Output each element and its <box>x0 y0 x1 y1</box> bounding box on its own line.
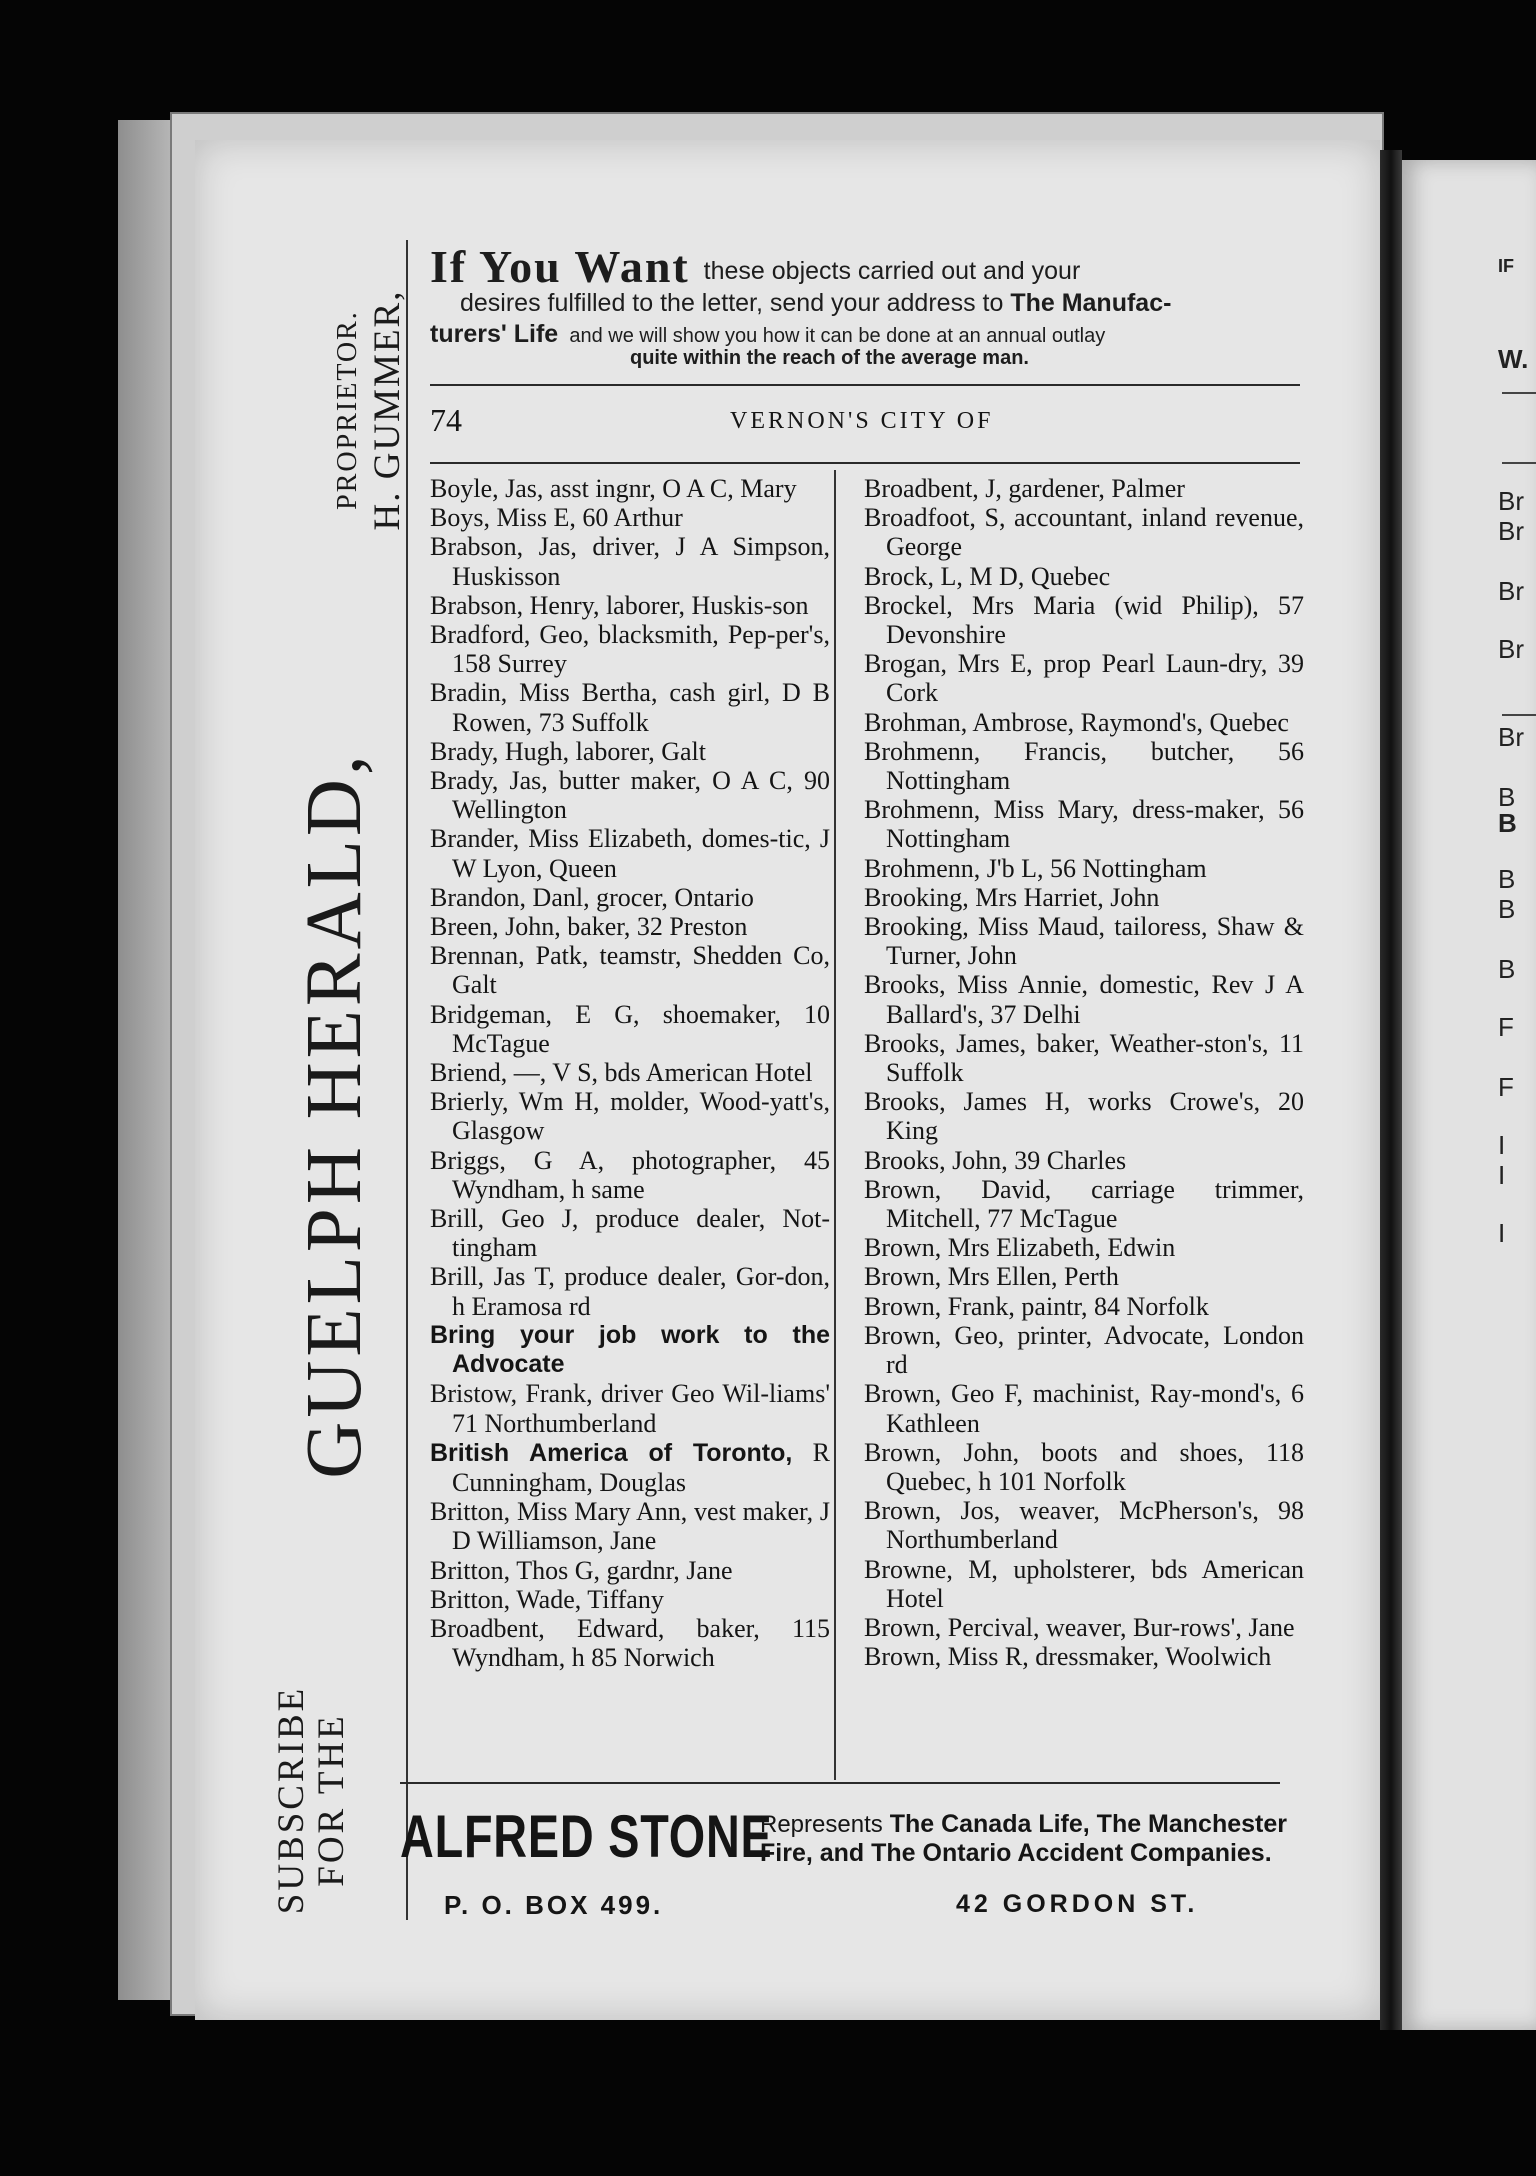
facing-line: W. <box>1498 344 1529 374</box>
directory-entry: Brown, Geo F, machinist, Ray-mond's, 6 Kathleen <box>864 1379 1304 1438</box>
directory-entry: Brogan, Mrs E, prop Pearl Laun-dry, 39 Cork <box>864 649 1304 708</box>
directory-entry: Brooks, John, 39 Charles <box>864 1145 1127 1175</box>
top-ad-line: quite within the reach of the average man. <box>630 347 1029 369</box>
directory-entry: Brown, Geo, printer, Advocate, London rd <box>864 1320 1304 1380</box>
bottom-ad-represents-word: Represents <box>760 1811 883 1838</box>
running-head: VERNON'S CITY OF <box>730 408 994 434</box>
header-rule <box>430 462 1300 464</box>
top-ad-text: these objects carried out and your <box>703 257 1081 285</box>
directory-entry: Brandon, Danl, grocer, Ontario <box>430 882 754 912</box>
column-divider <box>834 470 836 1780</box>
directory-column-right <box>864 474 1304 1671</box>
facing-line: IF <box>1498 256 1514 276</box>
directory-entry-bold-name: British America of Toronto, <box>430 1438 793 1467</box>
directory-entry: Brooking, Mrs Harriet, John <box>864 882 1160 912</box>
directory-entry: Brock, L, M D, Quebec <box>864 561 1111 591</box>
side-ad-proprietor-name: H. GUMMER, <box>367 289 408 531</box>
directory-column-left <box>430 474 830 1672</box>
top-ad-line <box>430 289 1300 318</box>
directory-entry: Brown, John, boots and shoes, 118 Quebec, h 101 Norfolk <box>864 1437 1304 1496</box>
directory-entry: Brohmenn, J'b L, 56 Nottingham <box>864 853 1207 883</box>
directory-entry: Brill, Geo J, produce dealer, Not-tingham <box>430 1204 830 1263</box>
facing-line: B <box>1498 864 1516 894</box>
directory-entry: Briend, —, V S, bds American Hotel <box>430 1058 813 1088</box>
directory-entry: Browne, M, upholsterer, bds American Hotel <box>864 1554 1304 1613</box>
facing-rule <box>1502 392 1536 394</box>
directory-entry: Brown, Miss R, dressmaker, Woolwich <box>864 1642 1272 1672</box>
directory-entry: Brohmenn, Francis, butcher, 56 Nottingham <box>864 736 1304 796</box>
directory-entry: Brown, Jos, weaver, McPherson's, 98 Northumberland <box>864 1496 1304 1555</box>
directory-entry: Brierly, Wm H, molder, Wood-yatt's, Glasgow <box>430 1087 830 1146</box>
directory-entry: Brabson, Henry, laborer, Huskis-son <box>430 590 809 620</box>
footer-rule <box>400 1782 1280 1784</box>
directory-entry: Brown, Mrs Ellen, Perth <box>864 1262 1119 1292</box>
facing-line: Br <box>1498 576 1524 606</box>
directory-entry: Brander, Miss Elizabeth, domes-tic, J W Lyon, Queen <box>430 824 830 883</box>
facing-line: B <box>1498 894 1516 924</box>
directory-entry: Brady, Hugh, laborer, Galt <box>430 736 706 766</box>
directory-entry: Bridgeman, E G, shoemaker, 10 McTague <box>430 999 830 1058</box>
directory-entry: Brohmenn, Miss Mary, dress-maker, 56 Nottingham <box>864 795 1304 854</box>
directory-entry: Brown, Percival, weaver, Bur-rows', Jane <box>864 1612 1295 1642</box>
directory-entry: Brown, Frank, paintr, 84 Norfolk <box>864 1291 1209 1321</box>
top-ad-text: and we will show you how it can be done at an annual outlay <box>569 325 1106 347</box>
directory-entry: Broadbent, Edward, baker, 115 Wyndham, h 85 Norwich <box>430 1613 830 1673</box>
facing-line: I <box>1498 1130 1506 1160</box>
side-ad-title: GUELPH HERALD, <box>291 751 378 1479</box>
directory-ad-entry: Bring your job work to the Advocate <box>430 1320 830 1379</box>
directory-entry: Briggs, G A, photographer, 45 Wyndham, h same <box>430 1145 830 1204</box>
directory-entry: Breen, John, baker, 32 Preston <box>430 912 748 942</box>
bottom-ad-name: ALFRED STONE <box>400 1803 773 1870</box>
directory-entry: Brabson, Jas, driver, J A Simpson, Huskisson <box>430 532 830 591</box>
side-ad-proprietor <box>328 290 408 531</box>
top-ad-text: desires fulfilled to the letter, send your address to <box>460 289 1011 317</box>
top-ad-headline: If You Want <box>430 241 690 292</box>
directory-entry: Brooks, James, baker, Weather-ston's, 11 Suffolk <box>864 1028 1304 1088</box>
directory-entry: Broadbent, J, gardener, Palmer <box>864 474 1185 503</box>
directory-entry: Bradford, Geo, blacksmith, Pep-per's, 158 Surrey <box>430 620 830 679</box>
directory-entry: Brown, David, carriage trimmer, Mitchell, 77 McTague <box>864 1174 1304 1234</box>
directory-entry: Brennan, Patk, teamstr, Shedden Co, Galt <box>430 941 830 1000</box>
directory-entry: Brockel, Mrs Maria (wid Philip), 57 Devonshire <box>864 590 1304 650</box>
bottom-ad-po-box: P. O. BOX 499. <box>444 1890 664 1920</box>
directory-entry: Brooking, Miss Maud, tailoress, Shaw & Turner, John <box>864 912 1304 971</box>
bottom-ad-represents <box>760 1810 1300 1867</box>
top-ad-company: turers' Life <box>430 320 559 348</box>
directory-entry: Britton, Miss Mary Ann, vest maker, J D Williamson, Jane <box>430 1497 830 1556</box>
directory-entry: Broadfoot, S, accountant, inland revenue, George <box>864 503 1304 562</box>
directory-entry: Brooks, Miss Annie, domestic, Rev J A Ballard's, 37 Delhi <box>864 970 1304 1029</box>
page-number: 74 <box>430 402 462 438</box>
directory-entry: Boys, Miss E, 60 Arthur <box>430 503 683 533</box>
facing-line: Br <box>1498 516 1524 546</box>
facing-page <box>1402 160 1536 2030</box>
book-gutter <box>1380 150 1402 2030</box>
facing-line: Br <box>1498 634 1524 664</box>
facing-line: F <box>1498 1072 1514 1102</box>
facing-line: I <box>1498 1218 1506 1248</box>
header-rule <box>430 384 1300 386</box>
directory-entry: Britton, Thos G, gardnr, Jane <box>430 1555 733 1585</box>
facing-line: I <box>1498 1160 1506 1190</box>
facing-line: B <box>1498 808 1517 838</box>
directory-entry: Bristow, Frank, driver Geo Wil-liams' 71 Northumberland <box>430 1379 830 1438</box>
top-ad-company: The Manufac- <box>1010 289 1172 317</box>
side-ad-proprietor-title: PROPRIETOR. <box>332 310 363 510</box>
facing-line: B <box>1498 954 1516 984</box>
side-ad-subscribe-line: FOR THE <box>311 1713 352 1887</box>
directory-entry: Brown, Mrs Elizabeth, Edwin <box>864 1233 1176 1263</box>
directory-entry: Bradin, Miss Bertha, cash girl, D B Rowen, 73 Suffolk <box>430 678 830 737</box>
side-ad-subscribe-line: SUBSCRIBE <box>271 1685 312 1915</box>
top-ad-line <box>430 320 1300 349</box>
directory-entry-rest: R Cunningham, Douglas <box>452 1437 830 1497</box>
facing-line: F <box>1498 1012 1514 1042</box>
facing-line: Br <box>1498 722 1524 752</box>
bottom-ad-address: 42 GORDON ST. <box>956 1890 1199 1918</box>
directory-entry: Boyle, Jas, asst ingnr, O A C, Mary <box>430 474 797 503</box>
top-advertisement <box>430 240 1300 370</box>
directory-entry <box>430 1438 830 1497</box>
facing-line: Br <box>1498 486 1524 516</box>
directory-entry: Brooks, James H, works Crowe's, 20 King <box>864 1087 1304 1146</box>
directory-entry: Brohman, Ambrose, Raymond's, Quebec <box>864 707 1289 737</box>
directory-entry: Brill, Jas T, produce dealer, Gor-don, h Eramosa rd <box>430 1262 830 1321</box>
facing-line: B <box>1498 782 1516 812</box>
bottom-advertisement <box>400 1790 1290 1930</box>
top-ad-line <box>430 240 1300 293</box>
directory-entry: Britton, Wade, Tiffany <box>430 1584 664 1614</box>
facing-rule <box>1502 714 1536 716</box>
side-ad-subscribe <box>272 1686 352 1915</box>
bottom-ad-represents-text: The Canada Life, The Manchester Fire, and The Ontario Accident Companies. <box>760 1810 1288 1867</box>
directory-entry: Brady, Jas, butter maker, O A C, 90 Wellington <box>430 766 830 825</box>
facing-rule <box>1502 462 1536 464</box>
